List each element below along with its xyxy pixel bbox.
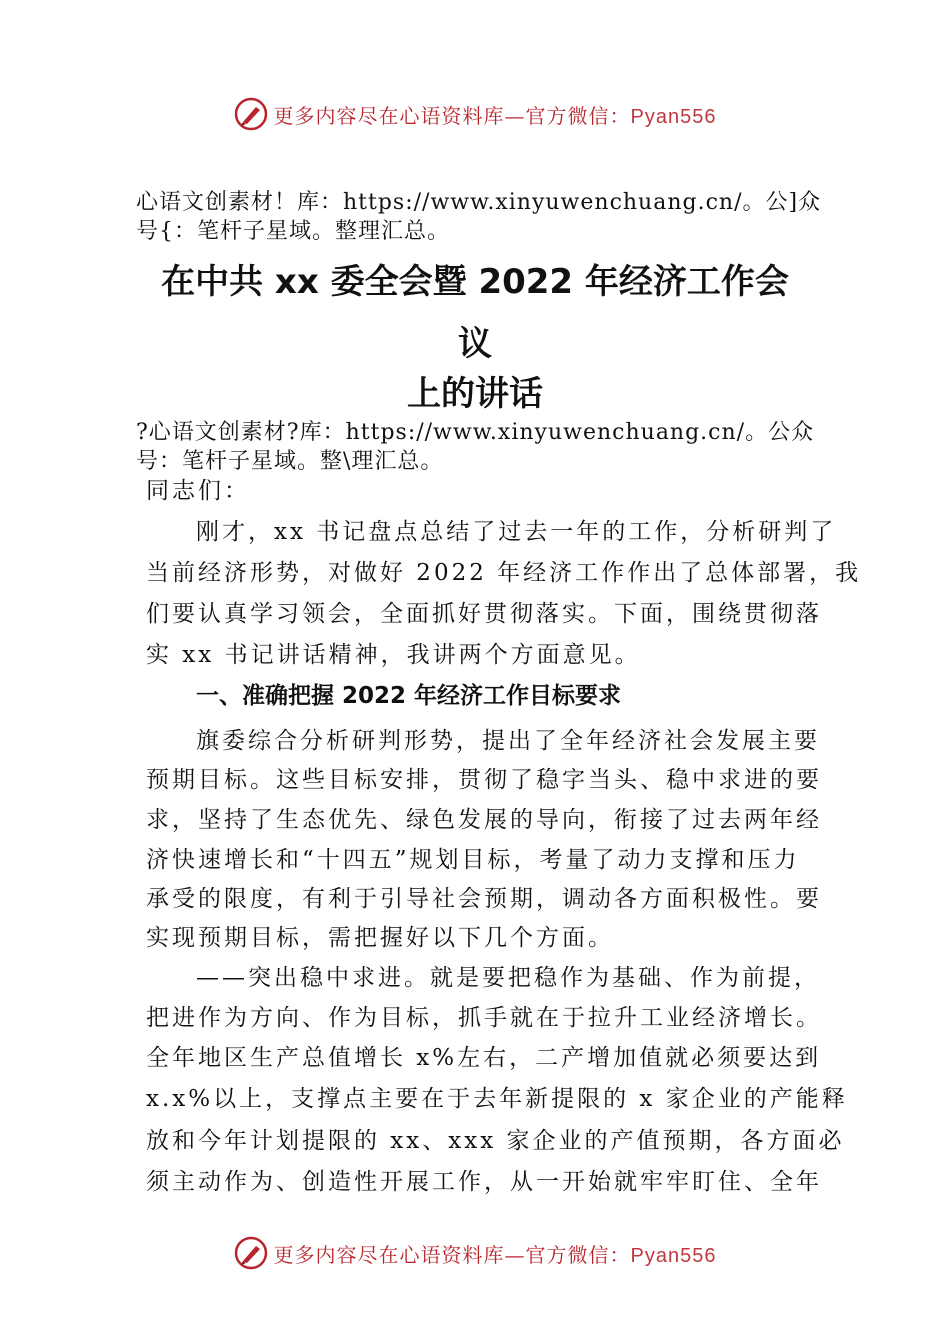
- paragraph-line: 全年地区生产总值增长 x%左右，二产增加值就必须要达到: [146, 1045, 822, 1071]
- source-note-line: 心语文创素材！库：https://www.xinyuwenchuang.cn/。公]众: [136, 190, 822, 215]
- salutation: 同志们：: [146, 478, 250, 504]
- paragraph-line: 旗委综合分析研判形势，提出了全年经济社会发展主要: [196, 728, 820, 754]
- paragraph-line: 们要认真学习领会，全面抓好贯彻落实。下面，围绕贯彻落: [146, 601, 822, 627]
- paragraph-line: ——突出稳中求进。就是要把稳作为基础、作为前提，: [196, 965, 820, 991]
- footer-banner: [0, 1233, 950, 1273]
- banner-text: [274, 1239, 717, 1268]
- pen-logo-icon: [234, 1236, 268, 1270]
- wechat-id: Pyan556: [630, 105, 717, 128]
- document-title-line: 上的讲话: [407, 374, 543, 414]
- paragraph-line: 当前经济形势，对做好 2022 年经济工作作出了总体部署，我: [146, 560, 862, 586]
- paragraph-line: 须主动作为、创造性开展工作，从一开始就牢牢盯住、全年: [146, 1169, 822, 1195]
- paragraph-line: 承受的限度，有利于引导社会预期，调动各方面积极性。要: [146, 886, 822, 912]
- paragraph-line: 济快速增长和“十四五”规划目标，考量了动力支撑和压力: [146, 847, 800, 873]
- paragraph-line: 实现预期目标，需把握好以下几个方面。: [146, 925, 614, 951]
- paragraph-line: 刚才，xx 书记盘点总结了过去一年的工作，分析研判了: [196, 519, 837, 545]
- paragraph-line: 实 xx 书记讲话精神，我讲两个方面意见。: [146, 642, 641, 668]
- document-title-line: 议: [458, 324, 492, 364]
- source-note-line: 号：笔杆子星域。整\理汇总。: [136, 449, 444, 474]
- header-banner: [0, 94, 950, 134]
- paragraph-line: x.x%以上，支撑点主要在于去年新提限的 x 家企业的产能释: [146, 1086, 848, 1112]
- banner-label: 更多内容尽在心语资料库—官方微信：: [273, 103, 631, 128]
- section-heading: 一、准确把握 2022 年经济工作目标要求: [196, 683, 622, 709]
- pen-logo-icon: [234, 97, 268, 131]
- paragraph-line: 预期目标。这些目标安排，贯彻了稳字当头、稳中求进的要: [146, 767, 822, 793]
- source-note-line: 号{：笔杆子星域。整理汇总。: [136, 219, 450, 244]
- wechat-id: Pyan556: [630, 1244, 717, 1267]
- paragraph-line: 求，坚持了生态优先、绿色发展的导向，衔接了过去两年经: [146, 807, 822, 833]
- paragraph-line: 把进作为方向、作为目标，抓手就在于拉升工业经济增长。: [146, 1005, 822, 1031]
- source-note-line: ?心语文创素材?库：https://www.xinyuwenchuang.cn/。公众: [136, 420, 815, 445]
- banner-text: [274, 100, 717, 129]
- document-title-line: 在中共 xx 委全会暨 2022 年经济工作会: [161, 262, 789, 302]
- banner-label: 更多内容尽在心语资料库—官方微信：: [273, 1242, 631, 1267]
- paragraph-line: 放和今年计划提限的 xx、xxx 家企业的产值预期，各方面必: [146, 1128, 845, 1154]
